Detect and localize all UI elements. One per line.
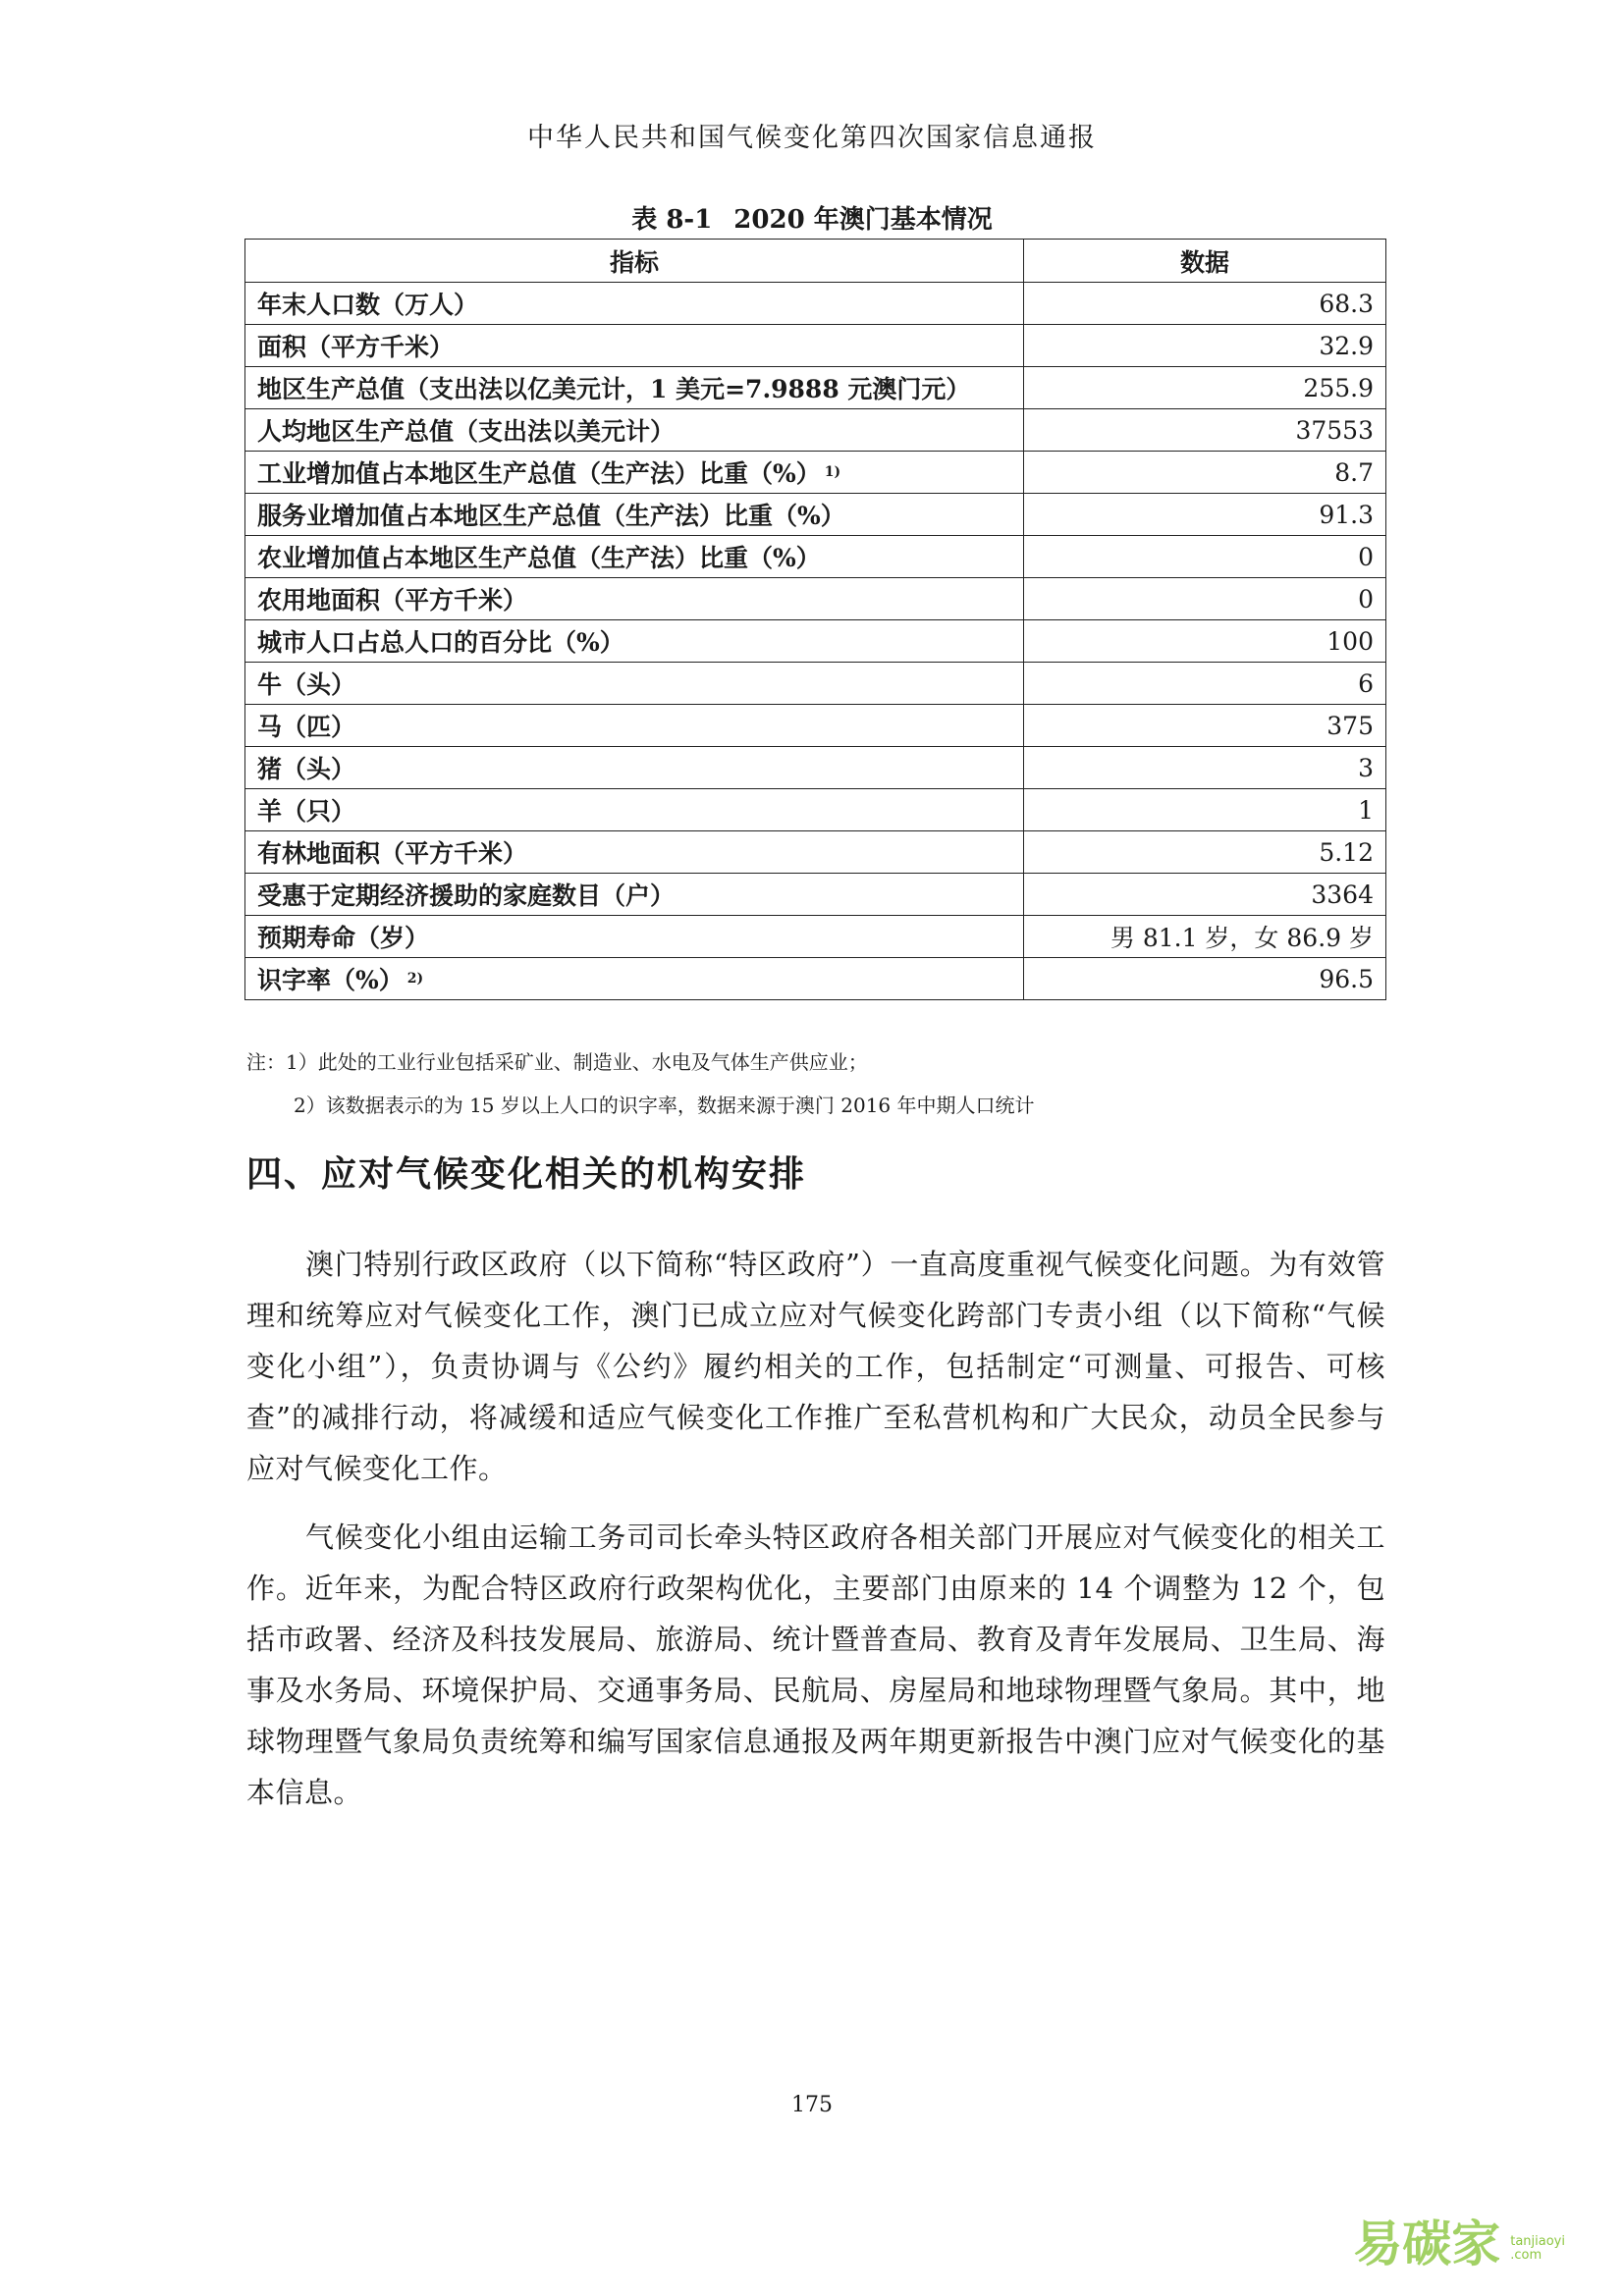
indicator-cell [245, 916, 1024, 958]
table-row [245, 325, 1386, 367]
table-header-row [245, 240, 1386, 283]
indicator-label: 羊（只） [257, 797, 356, 826]
table-row [245, 283, 1386, 325]
value-cell: 3364 [1024, 874, 1386, 916]
watermark-mark: 易碳家 [1353, 2216, 1501, 2272]
table-caption-title: 2020 年澳门基本情况 [733, 205, 993, 235]
column-header-data: 数据 [1024, 240, 1386, 283]
indicator-cell [245, 747, 1024, 789]
indicator-label: 年末人口数（万人） [257, 291, 479, 319]
watermark-domain-top: tanjiaoyi [1510, 2234, 1565, 2249]
indicator-label: 识字率（%） [257, 966, 404, 994]
table-row [245, 874, 1386, 916]
table-row [245, 452, 1386, 494]
body-paragraph-1: 澳门特别行政区政府（以下简称“特区政府”）一直高度重视气候变化问题。为有效管理和统筹应对气候变化工作，澳门已成立应对气候变化跨部门专责小组（以下简称“气候变化小组”），负责协调与《公约》履约相关的工作，包括制定“可测量、可报告、可核查”的减排行动，将减缓和适应气候变化工作推广至私营机构和广大民众，动员全民参与应对气候变化工作。 [246, 1248, 1385, 1485]
indicator-cell [245, 958, 1024, 1000]
indicator-label: 牛（头） [257, 670, 356, 699]
watermark-domain-bottom: .com [1510, 2248, 1543, 2263]
value-cell: 0 [1024, 536, 1386, 578]
indicator-label: 服务业增加值占本地区生产总值（生产法）比重（%） [257, 502, 845, 530]
table-row [245, 705, 1386, 747]
indicator-label: 地区生产总值（支出法以亿美元计，1 美元=7.9888 元澳门元） [257, 375, 971, 403]
value-cell: 100 [1024, 620, 1386, 663]
table-row [245, 536, 1386, 578]
table-caption [0, 199, 1624, 236]
footnote-marker: 2) [406, 971, 424, 987]
indicator-cell [245, 620, 1024, 663]
watermark-domain [1510, 2235, 1565, 2263]
indicator-cell [245, 367, 1024, 409]
value-cell: 男 81.1 岁，女 86.9 岁 [1024, 916, 1386, 958]
table-body [245, 283, 1386, 1000]
table-notes [246, 1041, 1035, 1127]
indicator-label: 人均地区生产总值（支出法以美元计） [257, 417, 676, 446]
table-row [245, 747, 1386, 789]
value-cell: 5.12 [1024, 831, 1386, 874]
column-header-indicator: 指标 [245, 240, 1024, 283]
section-heading: 四、应对气候变化相关的机构安排 [246, 1154, 807, 1195]
value-cell: 96.5 [1024, 958, 1386, 1000]
value-cell: 0 [1024, 578, 1386, 620]
indicator-label: 预期寿命（岁） [257, 924, 430, 952]
value-cell: 8.7 [1024, 452, 1386, 494]
table-row [245, 620, 1386, 663]
indicator-cell [245, 325, 1024, 367]
watermark-logo [1353, 2216, 1565, 2272]
running-header: 中华人民共和国气候变化第四次国家信息通报 [527, 123, 1097, 153]
indicator-cell [245, 452, 1024, 494]
value-cell: 255.9 [1024, 367, 1386, 409]
table-row [245, 409, 1386, 452]
value-cell: 68.3 [1024, 283, 1386, 325]
value-cell: 375 [1024, 705, 1386, 747]
indicator-label: 农业增加值占本地区生产总值（生产法）比重（%） [257, 544, 821, 572]
value-cell: 3 [1024, 747, 1386, 789]
indicator-cell [245, 789, 1024, 831]
indicator-label: 工业增加值占本地区生产总值（生产法）比重（%） [257, 459, 821, 488]
value-cell: 32.9 [1024, 325, 1386, 367]
table-note-2: 2）该数据表示的为 15 岁以上人口的识字率，数据来源于澳门 2016 年中期人口统计 [294, 1094, 1035, 1117]
indicator-cell [245, 409, 1024, 452]
table-note-1: 注：1）此处的工业行业包括采矿业、制造业、水电及气体生产供应业； [246, 1050, 868, 1074]
value-cell: 37553 [1024, 409, 1386, 452]
indicator-label: 农用地面积（平方千米） [257, 586, 528, 614]
indicator-label: 面积（平方千米） [257, 333, 455, 361]
table-row [245, 916, 1386, 958]
value-cell: 91.3 [1024, 494, 1386, 536]
table-row [245, 494, 1386, 536]
table-row [245, 958, 1386, 1000]
footnote-marker: 1) [824, 464, 841, 480]
indicator-cell [245, 283, 1024, 325]
indicator-label: 受惠于定期经济援助的家庭数目（户） [257, 881, 676, 910]
table-row [245, 831, 1386, 874]
table-row [245, 367, 1386, 409]
indicator-label: 猪（头） [257, 755, 356, 783]
indicator-label: 有林地面积（平方千米） [257, 839, 528, 868]
table-row [245, 663, 1386, 705]
indicator-cell [245, 663, 1024, 705]
indicator-cell [245, 705, 1024, 747]
table-row [245, 789, 1386, 831]
indicator-label: 马（匹） [257, 713, 356, 741]
indicator-cell [245, 536, 1024, 578]
indicator-cell [245, 831, 1024, 874]
page-number: 175 [791, 2093, 833, 2117]
macau-basic-info-table [244, 239, 1386, 1000]
table-caption-number: 表 8-1 [631, 205, 713, 235]
indicator-cell [245, 874, 1024, 916]
indicator-label: 城市人口占总人口的百分比（%） [257, 628, 624, 657]
indicator-cell [245, 578, 1024, 620]
table-row [245, 578, 1386, 620]
body-paragraph-2: 气候变化小组由运输工务司司长牵头特区政府各相关部门开展应对气候变化的相关工作。近年来，为配合特区政府行政架构优化，主要部门由原来的 14 个调整为 12 个，包括市政署、经济及科技发展局、旅游局、统计暨普查局、教育及青年发展局、卫生局、海事及水务局、环境保护局、交通事务局、民航局、房屋局和地球物理暨气象局。其中，地球物理暨气象局负责统筹和编写国家信息通报及两年期更新报告中澳门应对气候变化的基本信息。 [246, 1521, 1385, 1809]
value-cell: 1 [1024, 789, 1386, 831]
value-cell: 6 [1024, 663, 1386, 705]
indicator-cell [245, 494, 1024, 536]
